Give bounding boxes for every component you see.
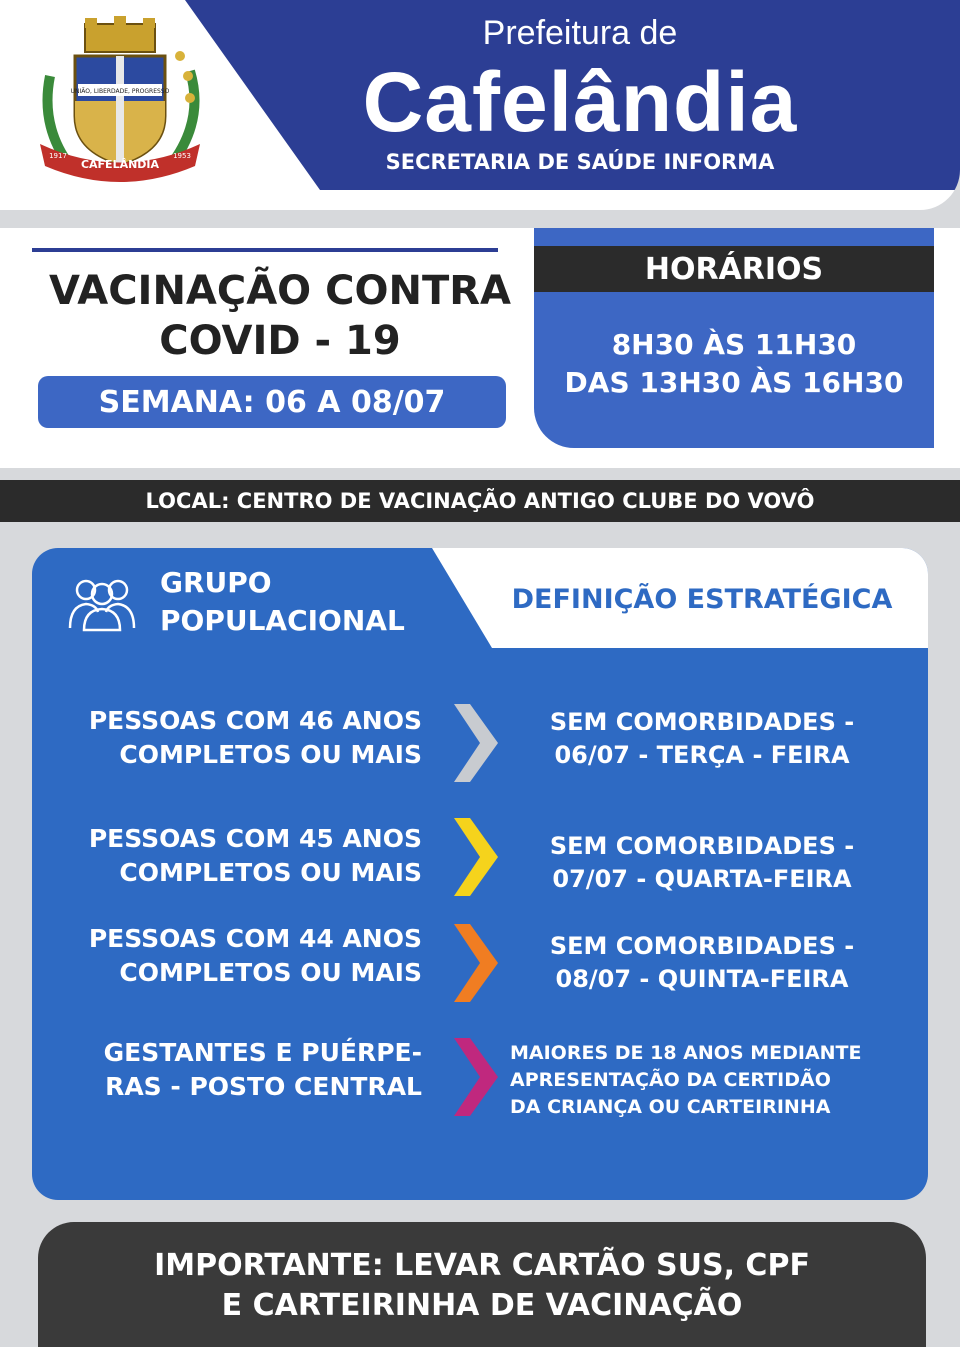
important-line2: E CARTEIRINHA DE VACINAÇÃO [221,1288,743,1323]
group-row-3-right-line1: SEM COMORBIDADES - [549,932,855,960]
horarios-box [534,228,934,448]
definition-label: DEFINIÇÃO ESTRATÉGICA [511,584,893,615]
group-row-1-right [502,706,902,772]
group-row-1-right-line1: SEM COMORBIDADES - [549,708,855,736]
crest-year-right: 1953 [173,152,191,160]
crest-ribbon: CAFELÂNDIA [80,158,160,171]
groups-panel [32,548,928,1200]
group-row-2-right [502,830,902,896]
group-row-3-right [502,930,902,996]
group-row-2-right-line2: 07/07 - QUARTA-FEIRA [552,865,852,893]
group-row-2-right-line1: SEM COMORBIDADES - [549,832,855,860]
group-row-4-right [510,1040,910,1121]
info-section [0,228,960,468]
horarios-line1: 8H30 ÀS 11H30 [611,328,857,361]
header-subtitle: SECRETARIA DE SAÚDE INFORMA [385,150,775,174]
group-row-3-left-line2: COMPLETOS OU MAIS [119,958,422,987]
group-row-4-left-line1: GESTANTES E PUÉRPE- [103,1038,422,1067]
chevron-right-icon [454,818,498,896]
vaccination-title-line1: VACINAÇÃO CONTRA [49,268,511,314]
group-label-line2: POPULACIONAL [160,604,405,637]
group-label [160,564,460,640]
group-row-3-left [42,922,422,990]
group-row-4-left-line2: RAS - POSTO CENTRAL [105,1072,422,1101]
vaccination-title [20,266,540,366]
group-row-4-right-line1: MAIORES DE 18 ANOS MEDIANTE [510,1042,862,1064]
group-row-4-left [42,1036,422,1104]
header-city: Cafelândia [362,55,798,149]
location-bar: LOCAL: CENTRO DE VACINAÇÃO ANTIGO CLUBE DO VOVÔ [0,480,960,522]
people-group-icon [66,572,138,632]
group-row-4-right-line2: APRESENTAÇÃO DA CERTIDÃO [510,1069,831,1091]
header [0,0,960,210]
group-row-1-left [42,704,422,772]
group-row-2-left-line2: COMPLETOS OU MAIS [119,858,422,887]
important-line1: IMPORTANTE: LEVAR CARTÃO SUS, CPF [154,1248,810,1283]
group-row-1-left-line1: PESSOAS COM 46 ANOS [88,706,422,735]
group-label-line1: GRUPO [160,566,272,599]
chevron-right-icon [454,1038,498,1116]
group-row-3-left-line1: PESSOAS COM 44 ANOS [88,924,422,953]
group-row-2-left [42,822,422,890]
group-row-1-right-line2: 06/07 - TERÇA - FEIRA [554,741,850,769]
crest-year-left: 1917 [49,152,67,160]
group-row-2-left-line1: PESSOAS COM 45 ANOS [88,824,422,853]
chevron-right-icon [454,924,498,1002]
horarios-line2: DAS 13H30 ÀS 16H30 [564,366,904,399]
group-row-1-left-line2: COMPLETOS OU MAIS [119,740,422,769]
chevron-right-icon [454,704,498,782]
group-row-3-right-line2: 08/07 - QUINTA-FEIRA [555,965,849,993]
vaccination-title-line2: COVID - 19 [159,318,401,364]
important-text [38,1246,926,1326]
week-badge: SEMANA: 06 A 08/07 [38,376,506,428]
horarios-title: HORÁRIOS [534,246,934,292]
crest-motto: UNIÃO, LIBERDADE, PROGRESSO [70,88,170,95]
header-prefix: Prefeitura de [482,14,678,52]
important-box [38,1222,926,1347]
city-crest-logo [30,16,210,184]
title-divider [32,248,498,252]
group-row-4-right-line3: DA CRIANÇA OU CARTEIRINHA [510,1096,831,1118]
